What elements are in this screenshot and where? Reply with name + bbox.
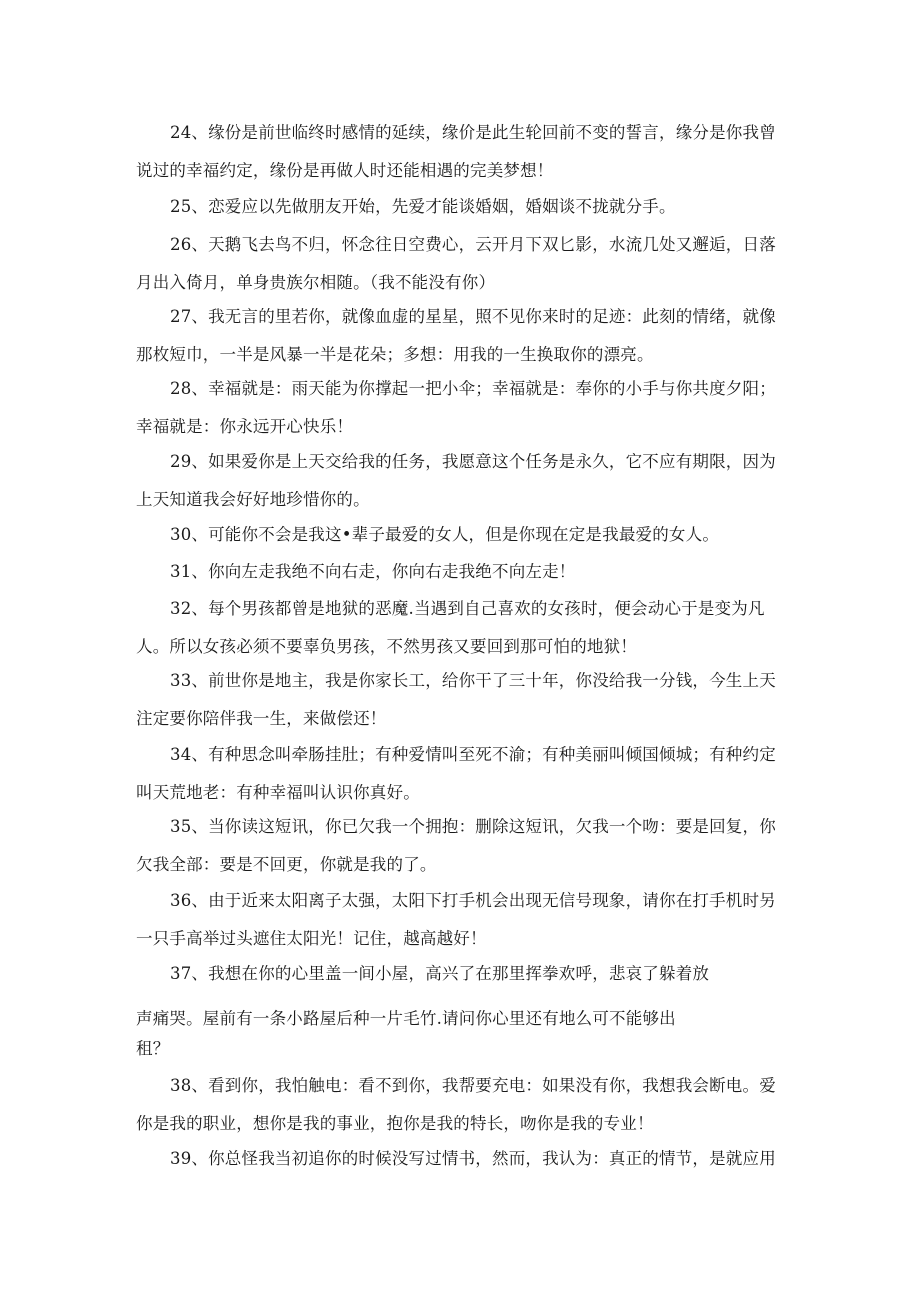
paragraph-line: 叫天荒地老：有种幸福叫认识你真好。: [136, 783, 420, 802]
paragraph-line: 租？: [136, 1039, 170, 1058]
paragraph-line: 声痛哭。屋前有一条小路屋后种一片毛竹.请问你心里还有地么可不能够出: [136, 1009, 676, 1028]
paragraph-line: 38、看到你，我怕触电：看不到你，我帮要充电：如果没有你，我想我会断电。爱: [170, 1076, 776, 1095]
paragraph-line: 27、我无言的里若你，就像血虚的星星，照不见你来时的足迹：此刻的情绪，就像: [170, 307, 776, 326]
paragraph-line: 36、由于近来太阳离子太强，太阳下打手机会出现无信号现象，请你在打手机时另: [170, 891, 776, 910]
paragraph-37-continued: [136, 1004, 786, 1064]
paragraph-line: 月出入倚月，单身贵族尔相随。（我不能没有你）: [136, 273, 496, 292]
paragraph-39: [136, 1140, 786, 1178]
paragraph-line: 你是我的职业，想你是我的事业，抱你是我的特长，吻你是我的专业！: [136, 1114, 654, 1133]
paragraph-line: 一只手高举过头遮住太阳光！记住，越高越好！: [136, 929, 487, 948]
paragraph-26: [136, 226, 786, 302]
paragraph-line: 28、幸福就是：雨天能为你撑起一把小伞；幸福就是：奉你的小手与你共度夕阳；: [170, 379, 776, 398]
paragraph-line: 那枚短巾，一半是风暴一半是花朵；多想：用我的一生换取你的漂亮。: [136, 345, 654, 364]
paragraph-line: 上天知道我会好好地珍惜你的。: [136, 490, 370, 509]
paragraph-line: 24、缘份是前世临终时感情的延续，缘价是此生轮回前不变的誓言，缘分是你我曾: [170, 123, 776, 142]
paragraph-line: 人。所以女孩必须不要辜负男孩，不然男孩又要回到那可怕的地狱！: [136, 637, 637, 656]
paragraph-37: [136, 955, 786, 993]
paragraph-line: 欠我全部：要是不回更，你就是我的了。: [136, 855, 437, 874]
paragraph-34: [136, 736, 786, 812]
paragraph-38: [136, 1067, 786, 1143]
paragraph-29: [136, 443, 786, 519]
paragraph-35: [136, 808, 786, 884]
paragraph-28: [136, 370, 786, 446]
paragraph-line: 33、前世你是地主，我是你家长工，给你干了三十年，你没给我一分钱，今生上天: [170, 671, 776, 690]
paragraph-25: [136, 188, 786, 226]
paragraph-31: [136, 553, 786, 591]
paragraph-36: [136, 882, 786, 958]
paragraph-line: 注定要你陪伴我一生，来做偿还！: [136, 709, 387, 728]
paragraph-line: 37、我想在你的心里盖一间小屋，高兴了在那里挥拳欢呼，悲哀了躲着放: [170, 964, 710, 983]
paragraph-24: [136, 114, 786, 190]
paragraph-30: [136, 516, 786, 554]
paragraph-line: 26、天鹅飞去鸟不归，怀念往日空费心，云开月下双匕影，水流几处又邂逅，日落: [170, 235, 776, 254]
paragraph-27: [136, 298, 786, 374]
paragraph-line: 39、你总怪我当初追你的时候没写过情书，然而，我认为：真正的情节，是就应用: [170, 1149, 776, 1168]
paragraph-line: 幸福就是：你永远开心快乐！: [136, 417, 354, 436]
paragraph-line: 30、可能你不会是我这•辈子最爱的女人，但是你现在定是我最爱的女人。: [170, 525, 720, 544]
paragraph-line: 32、每个男孩都曾是地狱的恶魔.当遇到自己喜欢的女孩时，便会动心于是变为凡: [170, 599, 765, 618]
paragraph-line: 31、你向左走我绝不向右走，你向右走我绝不向左走！: [170, 562, 576, 581]
paragraph-33: [136, 662, 786, 738]
paragraph-line: 35、当你读这短讯，你已欠我一个拥抱：删除这短讯，欠我一个吻：要是回复，你: [170, 817, 776, 836]
paragraph-line: 25、恋爱应以先做朋友开始，先爱才能谈婚姻，婚姻谈不拢就分手。: [170, 197, 676, 216]
paragraph-32: [136, 590, 786, 666]
paragraph-line: 29、如果爱你是上天交给我的任务，我愿意这个任务是永久，它不应有期限，因为: [170, 452, 776, 471]
paragraph-line: 34、有种思念叫牵肠挂肚；有种爱情叫至死不渝；有种美丽叫倾国倾城；有种约定: [170, 745, 776, 764]
paragraph-line: 说过的幸福约定，缘份是再做人时还能相遇的完美梦想！: [136, 161, 554, 180]
